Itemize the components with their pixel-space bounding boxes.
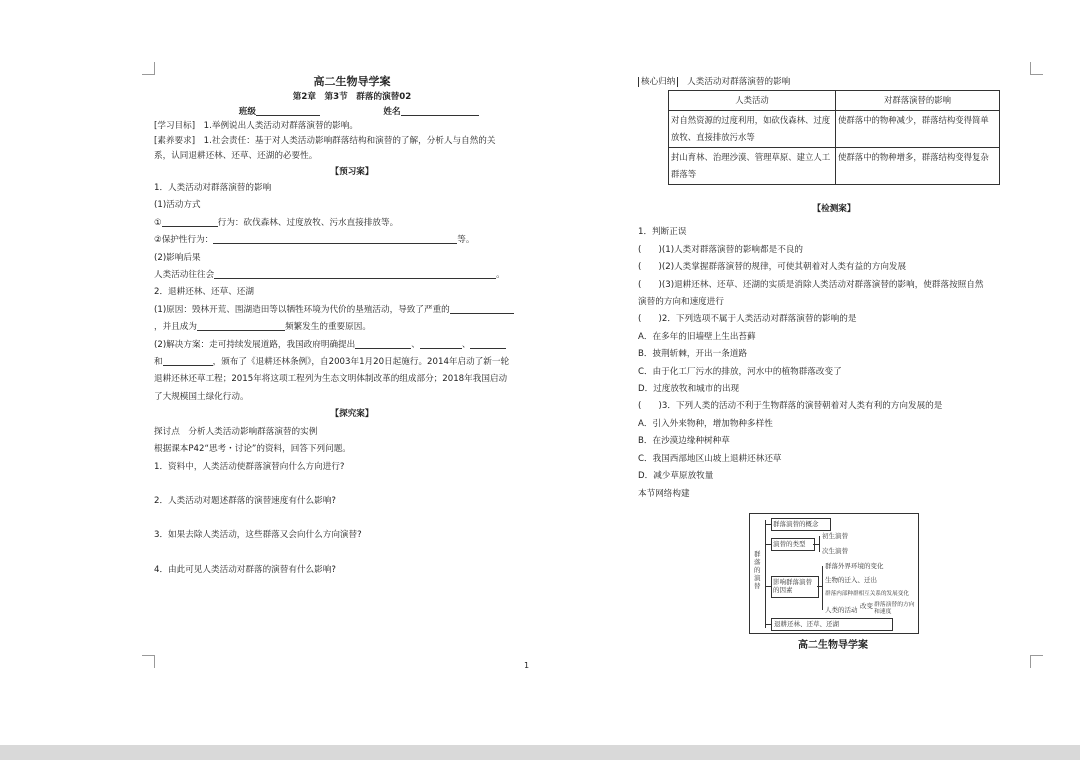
separator: 、: [411, 339, 420, 350]
objective-line: [学习目标] 1.举例说出人类活动对群落演替的影响。: [154, 121, 358, 131]
mcq-2-option-c: C．由于化工厂污水的排放，河水中的植物群落改变了: [638, 366, 842, 377]
explore-topic: 探讨点 分析人类活动影响群落演替的实例: [154, 426, 318, 437]
core-title: 人类活动对群落演替的影响: [687, 77, 791, 87]
p11-prefix: 和: [154, 357, 163, 368]
class-name-line: [154, 104, 550, 119]
separator: 、: [461, 339, 471, 350]
diagram-node-return: 退耕还林、还草、还湖: [774, 620, 839, 628]
diagram-connector: [819, 536, 820, 552]
diagram-node-factors: 影响群落演替的因素: [773, 578, 812, 594]
literacy-line-2: 系，认同退耕还林、还草、还湖的必要性。: [154, 151, 318, 161]
diagram-node-interaction: 群落内部种群相互关系的发展变化: [825, 591, 909, 597]
table-cell: 使群落中的物种减少，群落结构变得简单: [836, 111, 1000, 148]
preview-item-9: [154, 319, 550, 336]
crop-mark-top-right: [1030, 62, 1043, 75]
left-column: [154, 74, 550, 579]
p11-text: ，颁布了《退耕还林条例》，自2003年1月20日起施行。2014年启动了新一轮: [212, 357, 510, 368]
mcq-3-option-d: D．减少草原放牧量: [638, 471, 714, 482]
core-summary-table: [668, 90, 1000, 185]
preview-item-4: [154, 232, 550, 249]
p9-prefix: ，并且成为: [154, 322, 197, 333]
fill-blank: [355, 337, 411, 349]
p6-prefix: 人类活动往往会: [154, 270, 215, 281]
mcq-3: ( )3．下列人类的活动不利于生物群落的演替朝着对人类有利的方向发展的是: [638, 401, 943, 412]
diagram-node-secondary: 次生演替: [822, 547, 848, 555]
core-summary-heading: [638, 74, 1030, 90]
question-3: 3．如果去除人类活动，这些群落又会向什么方向演替?: [154, 530, 362, 541]
preview-item-8: [154, 302, 550, 319]
diagram-node-direction: 群落演替的方向和速度: [874, 602, 915, 615]
p3-text: 行为：砍伐森林、过度放牧、污水直接排放等。: [217, 217, 399, 228]
preview-item-11: [154, 354, 550, 371]
judge-item-3: ( )(3)退耕还林、还草、还湖的实质是消除人类活动对群落演替的影响，使群落按照自然: [638, 279, 984, 290]
p8-text: (1)原因：毁林开荒、围湖造田等以牺牲环境为代价的垦殖活动，导致了严重的: [154, 304, 450, 315]
p9-text: 频繁发生的重要原因。: [284, 322, 371, 333]
mcq-2: ( )2．下列选项不属于人类活动对群落演替的影响的是: [638, 314, 857, 325]
judge-item-1: ( )(1)人类对群落演替的影响都是不良的: [638, 244, 803, 255]
preview-item-6: [154, 267, 550, 284]
table-header-cell: 人类活动: [669, 91, 836, 111]
class-blank: [256, 104, 320, 116]
table-cell: 封山育林、治理沙漠、管理草原、建立人工群落等: [669, 148, 836, 185]
fill-blank: [420, 337, 462, 349]
p4-prefix: ②保护性行为：: [154, 235, 214, 246]
network-heading: 本节网络构建: [638, 488, 690, 499]
p10-text: (2)解决方案：走可持续发展道路，我国政府明确提出: [154, 339, 356, 350]
table-cell: 对自然资源的过度利用，如砍伐森林、过度放牧、直接排放污水等: [669, 111, 836, 148]
fill-blank: [162, 215, 218, 227]
explore-instruction: 根据课本P42“思考・讨论”的资料，回答下列问题。: [154, 444, 351, 455]
class-label: 班级: [238, 107, 256, 117]
test-heading: 【检测案】: [812, 204, 856, 214]
mcq-2-option-b: B．披荆斩棘，开出一条道路: [638, 349, 748, 360]
diagram-node-primary: 初生演替: [822, 532, 848, 540]
preview-item-2: (1)活动方式: [154, 200, 201, 211]
diagram-node-migration: 生物的迁入、迁出: [825, 576, 877, 584]
preview-item-5: (2)影响后果: [154, 252, 201, 263]
fill-blank: [213, 232, 457, 244]
mcq-3-option-a: A．引入外来物种，增加物种多样性: [638, 418, 773, 429]
table-header-row: [669, 91, 1000, 111]
diagram-node-types: 演替的类型: [773, 540, 806, 548]
footer-title: 高二生物导学案: [798, 640, 868, 651]
mcq-2-option-a: A．在多年的旧墙壁上生出苔藓: [638, 331, 756, 342]
right-column: [638, 74, 1030, 503]
question-4: 4．由此可见人类活动对群落的演替有什么影响?: [154, 564, 336, 575]
crop-mark-bottom-left: [142, 655, 155, 668]
preview-item-12: 退耕还林还草工程；2015年将这项工程列为生态文明体制改革的组成部分；2018年我国启动: [154, 374, 508, 385]
judge-item-3-cont: 演替的方向和速度进行: [638, 297, 724, 308]
name-label: 姓名: [383, 107, 401, 117]
mcq-3-option-c: C．我国西部地区山坡上退耕还林还草: [638, 453, 782, 464]
viewer-bottom-bar: [0, 745, 1080, 760]
chapter-heading: 第2章 第3节 群落的演替02: [292, 92, 412, 102]
explore-heading: 【探究案】: [330, 409, 374, 420]
preview-item-13: 了大规模国土绿化行动。: [154, 391, 249, 402]
literacy-line-1: [素养要求] 1.社会责任：基于对人类活动影响群落结构和演替的了解，分析人与自然的关: [154, 136, 496, 146]
table-header-cell: 对群落演替的影响: [836, 91, 1000, 111]
mcq-2-option-d: D．过度放牧和城市的出现: [638, 384, 740, 395]
table-cell: 使群落中的物种增多，群落结构变得复杂: [836, 148, 1000, 185]
page-number: 1: [524, 661, 530, 670]
diagram-node-concept: 群落演替的概念: [773, 520, 819, 528]
mcq-3-option-b: B．在沙漠边缘种树种草: [638, 436, 730, 447]
diagram-connector: [765, 520, 766, 628]
core-label: 核心归纳: [638, 77, 678, 87]
diagram-root: 群落的演替: [754, 550, 761, 590]
preview-item-10: [154, 337, 550, 354]
preview-item-1: 1．人类活动对群落演替的影响: [154, 183, 272, 193]
p6-suffix: 。: [496, 270, 505, 281]
judge-item-2: ( )(2)人类掌握群落演替的规律，可使其朝着对人类有益的方向发展: [638, 262, 907, 273]
crop-mark-bottom-right: [1030, 655, 1043, 668]
fill-blank: [163, 354, 213, 366]
table-row: [669, 148, 1000, 185]
preview-item-7: 2．退耕还林、还草、还湖: [154, 287, 254, 298]
table-row: [669, 111, 1000, 148]
diagram-connector: [822, 566, 823, 610]
p3-prefix: ①: [154, 217, 162, 228]
diagram-node-change: 改变: [860, 602, 873, 610]
preview-heading: 【预习案】: [330, 167, 374, 177]
doc-title: 高二生物导学案: [313, 75, 391, 88]
fill-blank: [470, 337, 506, 349]
judge-heading: 1．判断正误: [638, 227, 687, 238]
knowledge-network-diagram: [749, 513, 919, 634]
fill-blank: [450, 302, 514, 314]
fill-blank: [214, 267, 496, 279]
question-2: 2．人类活动对题述群落的演替速度有什么影响?: [154, 495, 336, 506]
fill-blank: [197, 319, 285, 331]
preview-item-3: [154, 215, 550, 232]
name-blank: [401, 104, 479, 116]
diagram-node-environment: 群落外界环境的变化: [825, 562, 884, 570]
p4-suffix: 等。: [457, 235, 475, 246]
question-1: 1．资料中，人类活动使群落演替向什么方向进行?: [154, 461, 345, 472]
diagram-node-human: 人类的活动: [825, 606, 858, 614]
